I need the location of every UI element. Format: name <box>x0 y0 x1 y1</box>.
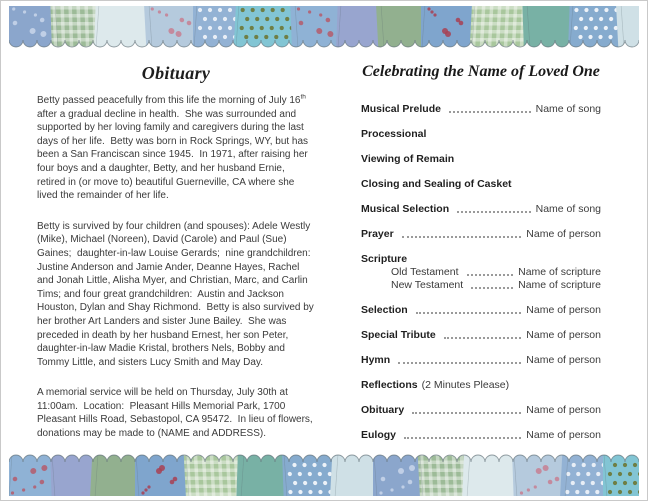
ordinal-superscript: th <box>300 93 306 101</box>
program-item-label: Obituary <box>361 404 405 416</box>
dotted-leader <box>402 236 522 238</box>
dotted-leader <box>444 337 522 339</box>
program-item-label: New Testament <box>391 279 464 291</box>
program-item-row <box>361 153 601 165</box>
dotted-leader <box>449 111 531 113</box>
program-item-label: Processional <box>361 128 427 140</box>
obituary-paragraph-1 <box>37 94 315 203</box>
program-item-row <box>361 329 601 341</box>
program-item-value: Name of person <box>526 429 601 441</box>
program-item-label: Prayer <box>361 228 394 240</box>
program-item-label: Scripture <box>361 253 408 265</box>
program-item-label: Musical Selection <box>361 203 450 215</box>
program-item-label: Viewing of Remain <box>361 153 455 165</box>
dotted-leader <box>416 312 522 314</box>
program-item-row <box>361 304 601 316</box>
program-item-value: Name of song <box>535 103 601 115</box>
dotted-leader <box>471 287 513 289</box>
obituary-page <box>37 63 315 458</box>
quilt-pattern-icon <box>9 6 639 48</box>
program-item-label: Eulogy <box>361 429 397 441</box>
dotted-leader <box>457 211 531 213</box>
program-item-value: Name of scripture <box>518 266 601 278</box>
program-item-label: Old Testament <box>391 266 459 278</box>
dotted-leader <box>467 274 514 276</box>
dotted-leader <box>404 437 521 439</box>
program-item-row <box>361 253 601 265</box>
program-subitem-row <box>391 266 601 278</box>
program-item-value: Name of person <box>526 404 601 416</box>
program-item-row <box>361 178 601 190</box>
program-list <box>361 103 601 441</box>
program-item-row <box>361 103 601 115</box>
dotted-leader <box>398 362 521 364</box>
program-item-value: Name of scripture <box>518 279 601 291</box>
program-item-label: Hymn <box>361 354 391 366</box>
program-item-label: Special Tribute <box>361 329 436 341</box>
obituary-paragraph-3: A memorial service will be held on Thursday, July 30th at 11:00am. Location: Pleasant Hills Memorial Park, 1700 Pleasant Hills Road, Sebastopol, CA 95472. In lieu of flowers, donations may be made to (NAME and ADDRESS). <box>37 387 316 440</box>
program-item-value: Name of person <box>526 304 601 316</box>
quilt-border-top <box>9 6 639 48</box>
obituary-paragraph-2: Betty is survived by four children (and spouses): Adele Westly (Mike), Michael (Noreen), David (Carole) and Paul (Sue) Gaines; daughter-in-law Louise Gerards; nine grandchildren: Justine Anderson and Jamie Ander, Deanne Hayes, Rachel and Jonah Little, Alisha Myer, and Christian, Marc, and Carlin Tims; and four great grandchildren: Austin and Jackson Houston, Dylan and Shay Richmond. Betty is also survived by her brother Art Landers and sister June Bailey. She was preceded in death by her husband Ernest, her son Peter, daughter-in-law Madie Kristal, brothers Nels, Bobby and Tommy Little, and sisters Lucy Smith and May Day. <box>37 220 317 368</box>
program-item-label: Reflections <box>361 379 418 391</box>
program-item-row <box>361 128 601 140</box>
obituary-paragraph-1-continued: after a gradual decline in health. She was surrounded and supported by her loving family and caregivers during the last days of her life. Betty was born in Rock Springs, WY, but has been a San Franciscan since 1945. In 1971, after raising her four boys and a daughter, Betty, and her husband Ernie, retired in (or move to) beautiful Guerneville, CA where she lived the remainder of her life. <box>37 95 311 202</box>
program-item-row <box>361 228 601 240</box>
program-item-row <box>361 354 601 366</box>
quilt-pattern-icon <box>9 454 639 496</box>
dotted-leader <box>412 412 521 414</box>
program-subitem-row <box>391 279 601 291</box>
program-item-value: Name of person <box>526 329 601 341</box>
program-item-row <box>361 429 601 441</box>
program-item-value: Name of song <box>535 203 601 215</box>
program-item-label: Closing and Sealing of Casket <box>361 178 512 190</box>
program-item-value: Name of person <box>526 354 601 366</box>
order-of-service-page <box>361 63 601 454</box>
program-item-row <box>361 404 601 416</box>
obituary-paragraph-1-text: Betty passed peacefully from this life the morning of July 16 <box>37 95 301 106</box>
program-item-label: Musical Prelude <box>361 103 441 115</box>
service-title: Celebrating the Name of Loved One <box>362 63 600 80</box>
obituary-title: Obituary <box>141 63 211 83</box>
program-item-value: Name of person <box>526 228 601 240</box>
program-item-row <box>361 379 601 391</box>
program-item-suffix: (2 Minutes Please) <box>421 379 510 391</box>
program-item-row <box>361 203 601 215</box>
program-item-label: Selection <box>361 304 408 316</box>
quilt-border-bottom <box>9 454 639 496</box>
